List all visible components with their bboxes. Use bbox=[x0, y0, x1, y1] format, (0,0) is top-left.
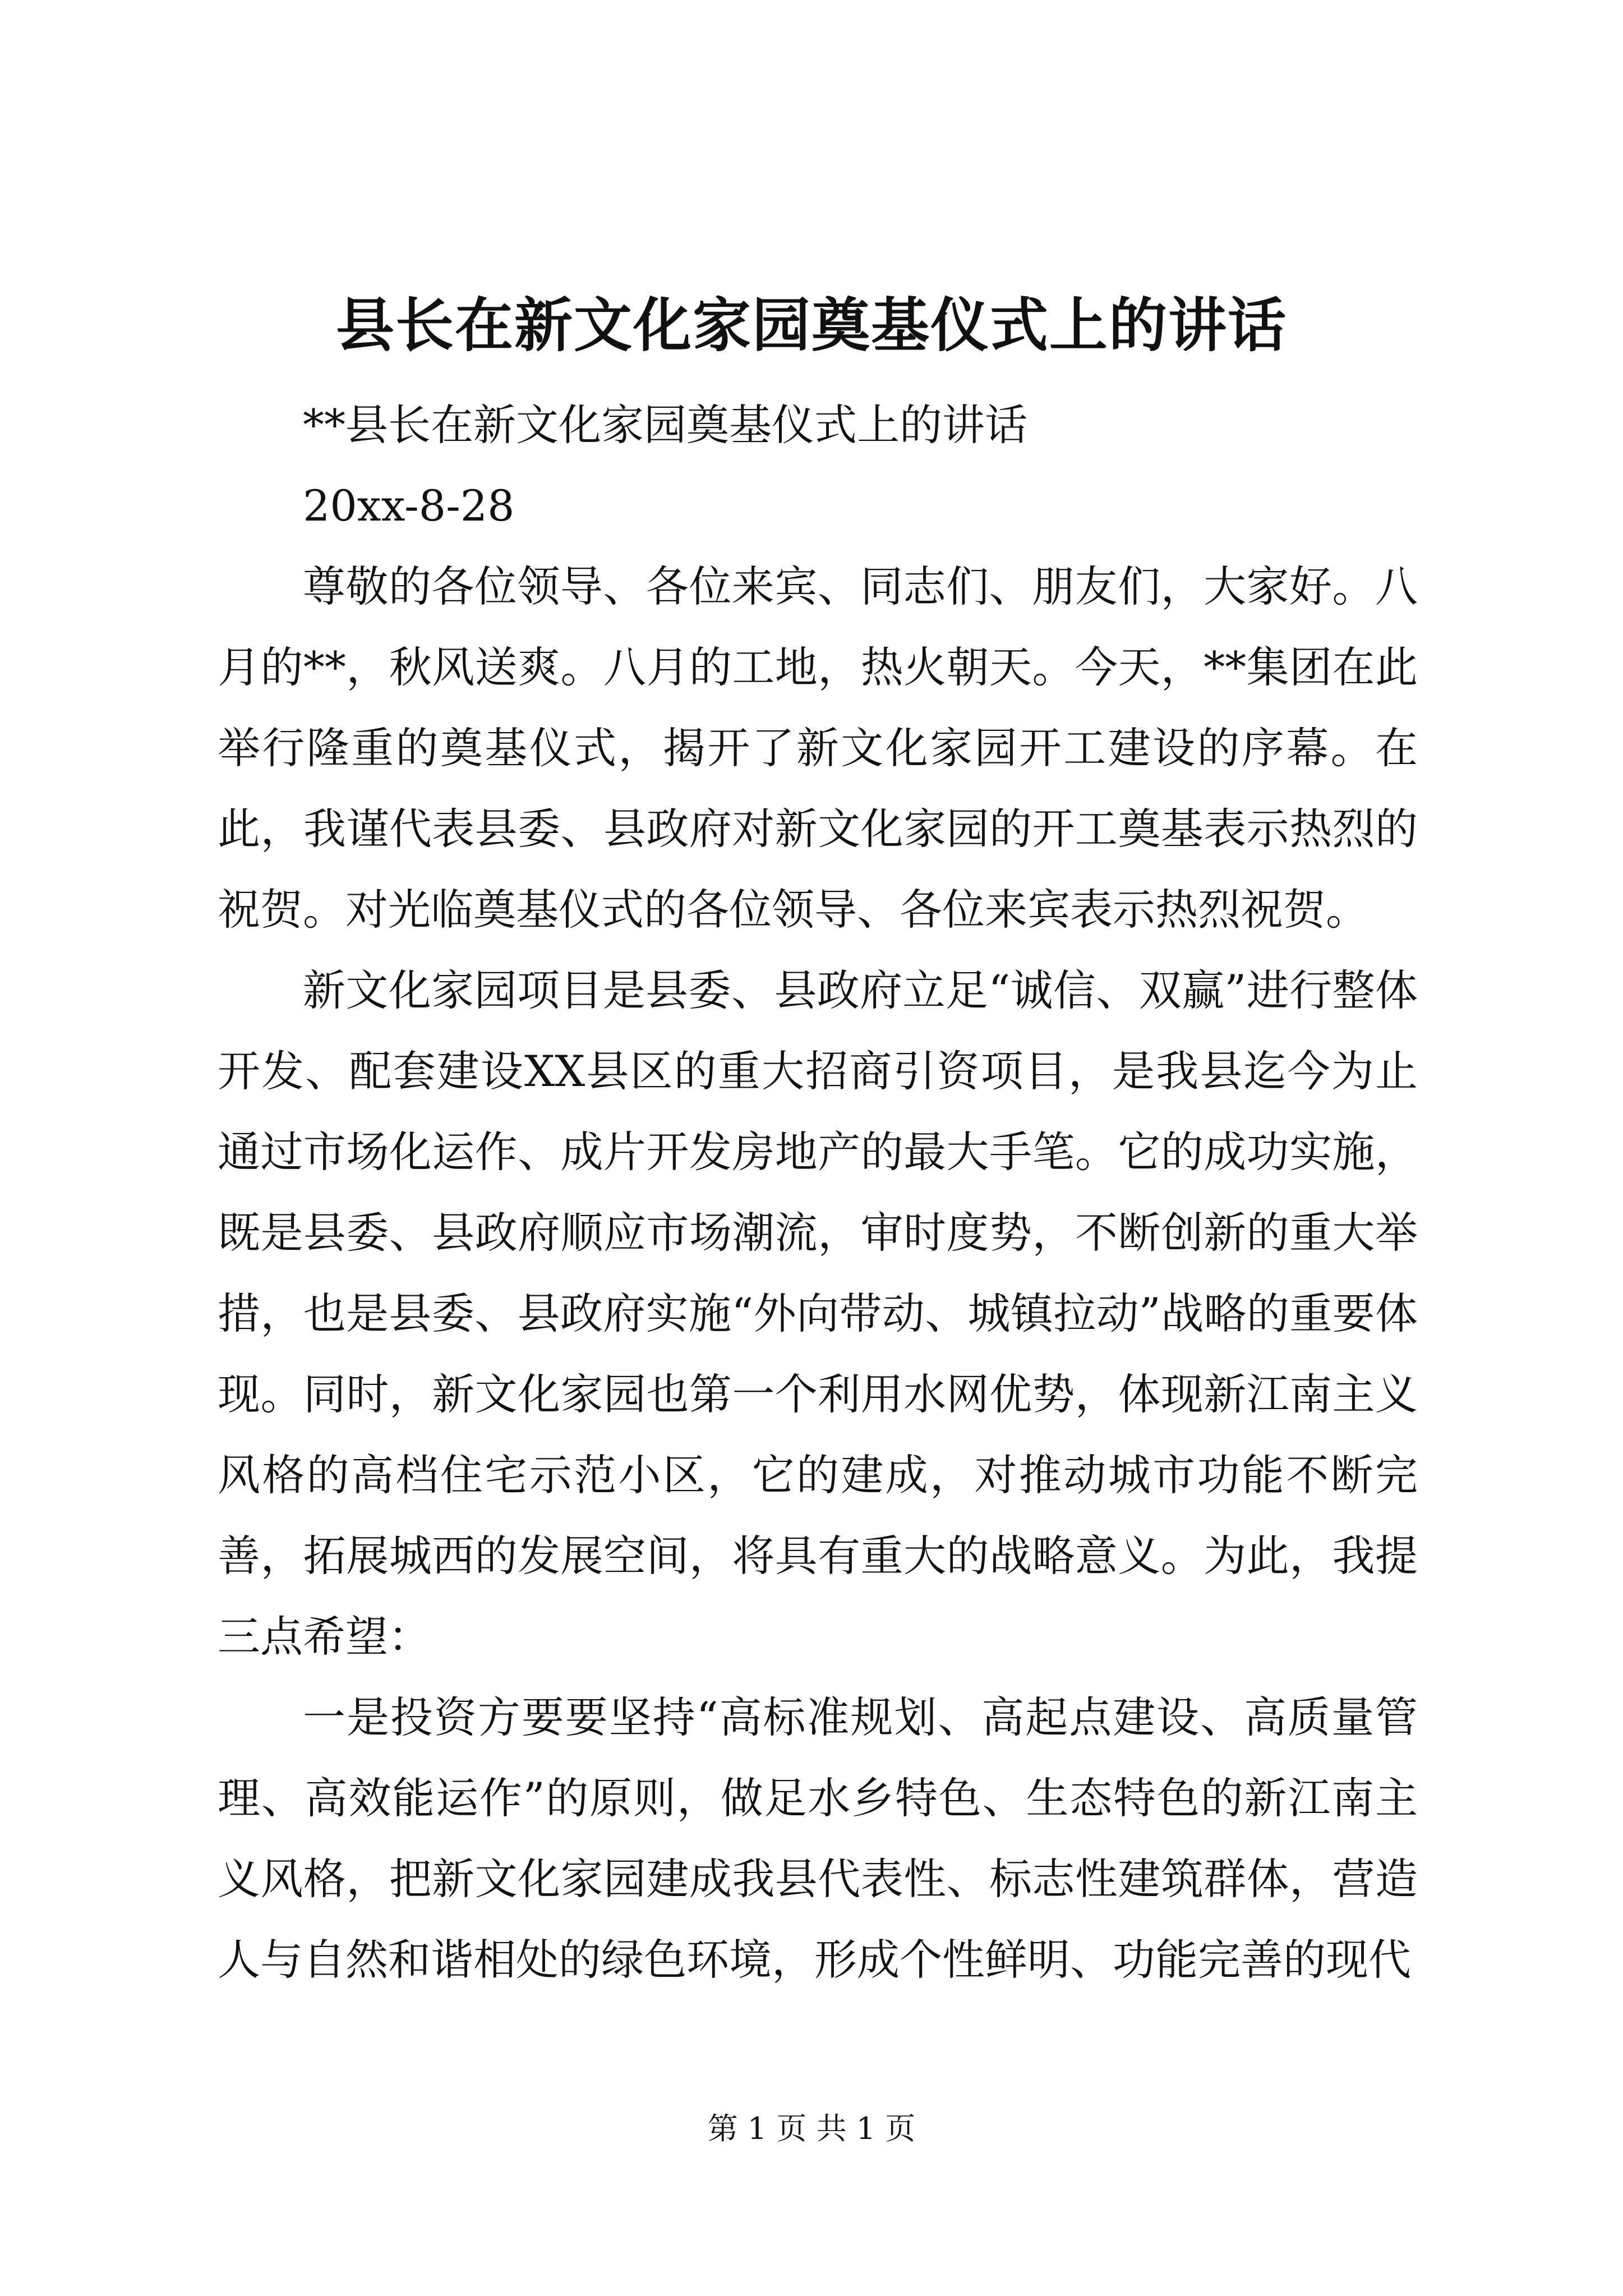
paragraph-3: 一是投资方要要坚持“高标准规划、高起点建设、高质量管理、高效能运作”的原则，做足水乡特色、生态特色的新江南主义风格，把新文化家园建成我县代表性、标志性建筑群体，营造人与自然和谐相处的绿色环境，形成个性鲜明、功能完善的现代 bbox=[218, 1692, 1418, 1985]
document-title: 县长在新文化家园奠基仪式上的讲话 bbox=[335, 291, 1287, 360]
paragraph-1: 尊敬的各位领导、各位来宾、同志们、朋友们，大家好。八月的**，秋风送爽。八月的工地，热火朝天。今天，**集团在此举行隆重的奠基仪式，揭开了新文化家园开工建设的序幕。在此，我谨代表县委、县政府对新文化家园的开工奠基表示热烈的祝贺。对光临奠基仪式的各位领导、各位来宾表示热烈祝贺。 bbox=[218, 562, 1418, 935]
document-body bbox=[218, 385, 1418, 2000]
document-date: 20xx-8-28 bbox=[303, 481, 515, 531]
paragraph-2: 新文化家园项目是县委、县政府立足“诚信、双赢”进行整体开发、配套建设XX县区的重大招商引资项目，是我县迄今为止通过市场化运作、成片开发房地产的最大手笔。它的成功实施，既是县委、县政府顺应市场潮流，审时度势，不断创新的重大举措，也是县委、县政府实施“外向带动、城镇拉动”战略的重要体现。同时，新文化家园也第一个利用水网优势，体现新江南主义风格的高档住宅示范小区，它的建成，对推动城市功能不断完善，拓展城西的发展空间，将具有重大的战略意义。为此，我提三点希望： bbox=[218, 965, 1418, 1662]
page-footer: 第 1 页 共 1 页 bbox=[707, 2111, 916, 2146]
document-subtitle: **县长在新文化家园奠基仪式上的讲话 bbox=[303, 400, 1027, 450]
